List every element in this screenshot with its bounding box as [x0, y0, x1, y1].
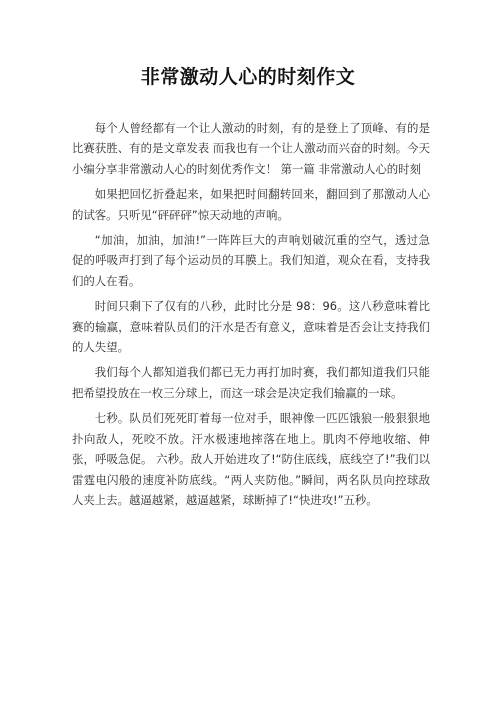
paragraph: 时间只剩下了仅有的八秒，此时比分是 98：96。这八秒意味着比赛的输赢，意味着队员们的汗水是否有意义，意味着是否会让支持我们的人失望。	[72, 299, 430, 355]
paragraph: “加油，加油，加油!”一阵阵巨大的声响划破沉重的空气，透过急促的呼吸声打到了每个运动员的耳膜上。我们知道，观众在看，支持我们的人在看。	[72, 233, 430, 288]
paragraph: 如果把回忆折叠起来，如果把时间翻转回来，翻回到了那激动人心的试客。只听见“砰砰砰”惊天动地的声响。	[72, 187, 430, 222]
paragraph: 我们每个人都知道我们都已无力再打加时赛，我们都知道我们只能把希望投放在一枚三分球上，而这一球会是决定我们输赢的一球。	[72, 365, 430, 400]
paragraph: 七秒。队员们死死盯着每一位对手，眼神像一匹匹饿狼一般狠狠地扑向敌人，死咬不放。汗水极速地摔落在地上。肌肉不停地收缩、伸张，呼吸急促。 六秒。敌人开始进攻了!“防住底线，底线空了!”我们以雷霆电闪般的速度补防底线。“两人夹防他。”瞬间，两名队员向控球敌人夹上去。越逼越紧，越逼越紧，球断掉了!“快进攻!”五秒。	[72, 411, 430, 507]
paragraph: 每个人曾经都有一个让人激动的时刻，有的是登上了顶峰、有的是比赛获胜、有的是文章发表 而我也有一个让人激动而兴奋的时刻。今天小编分享非常激动人心的时刻优秀作文！ 第一篇 非常激动人心的时刻	[72, 121, 430, 176]
page-title: 非常激动人心的时刻作文	[140, 66, 356, 88]
article-body	[72, 118, 430, 515]
